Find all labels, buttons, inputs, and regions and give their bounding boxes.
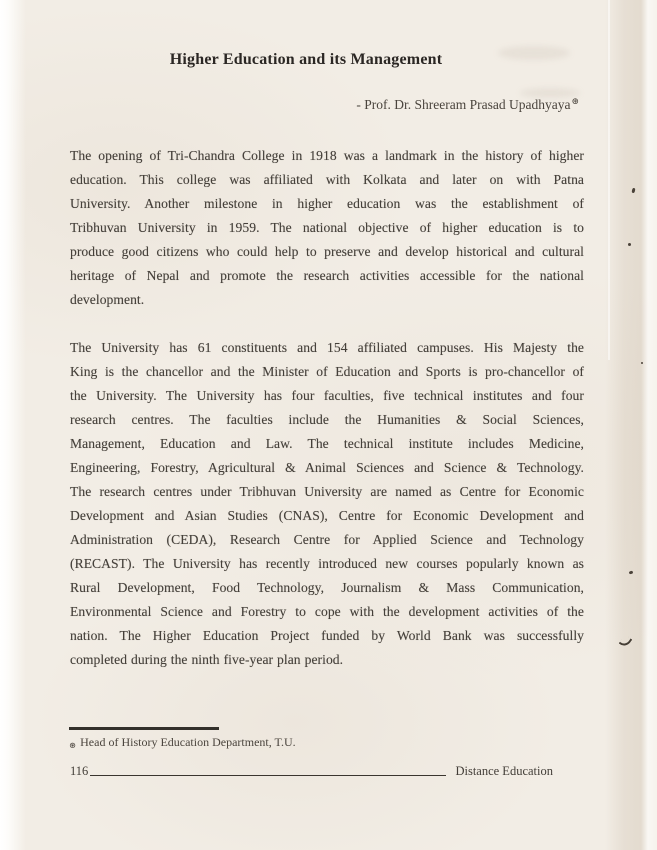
footnote-text: Head of History Education Department, T.U. xyxy=(80,735,296,749)
text-line: heritage of Nepal and promote the research activities accessible for the national xyxy=(70,268,584,283)
text-line: The University has 61 constituents and 154 affiliated campuses. His Majesty the xyxy=(70,340,584,355)
page-footer xyxy=(70,764,553,779)
text-line: the University. The University has four faculties, five technical institutes and four xyxy=(70,388,584,403)
body-paragraph-1 xyxy=(70,144,584,312)
footnote-marker-icon: ⊛ xyxy=(571,96,579,106)
text-line: completed during the ninth five-year plan period. xyxy=(70,652,344,667)
text-line: Engineering, Forestry, Agricultural & Animal Sciences and Science & Technology. xyxy=(70,460,584,475)
author-name: - Prof. Dr. Shreeram Prasad Upadhyaya xyxy=(356,97,571,112)
text-line: produce good citizens who could help to preserve and develop historical and cultural xyxy=(70,244,584,259)
text-line: Environmental Science and Forestry to cope with the development activities of the xyxy=(70,604,584,619)
text-line: education. This college was affiliated with Kolkata and later on with Patna xyxy=(70,172,584,187)
page-title: Higher Education and its Management xyxy=(169,51,443,68)
page-number: 116 xyxy=(70,764,89,778)
scan-fold-line xyxy=(608,0,610,360)
body-paragraph-2 xyxy=(70,336,584,672)
scan-speck xyxy=(629,570,634,574)
text-line: development. xyxy=(70,292,145,307)
footer-rule xyxy=(90,774,446,776)
footnote xyxy=(69,735,469,750)
footnote-divider xyxy=(69,727,219,730)
text-line: Tribhuvan University in 1959. The national objective of higher education is to xyxy=(70,220,584,235)
text-line: Management, Education and Law. The technical institute includes Medicine, xyxy=(70,436,584,451)
text-line: King is the chancellor and the Minister of Education and Sports is pro-chancellor of xyxy=(70,364,584,379)
text-line: nation. The Higher Education Project funded by World Bank was successfully xyxy=(70,628,584,643)
scan-speck xyxy=(631,188,635,194)
text-line: The research centres under Tribhuvan University are named as Centre for Economic xyxy=(70,484,584,499)
text-line: (RECAST). The University has recently introduced new courses popularly known as xyxy=(70,556,584,571)
scan-speck xyxy=(619,634,633,648)
footnote-marker-icon: ⊛ xyxy=(69,740,77,750)
text-line: Administration (CEDA), Research Centre for Applied Science and Technology xyxy=(70,532,584,547)
scan-speck xyxy=(641,362,643,364)
text-line: University. Another milestone in higher education was the establishment of xyxy=(70,196,584,211)
text-line: Rural Development, Food Technology, Journalism & Mass Communication, xyxy=(70,580,584,595)
text-line: Development and Asian Studies (CNAS), Centre for Economic Development and xyxy=(70,508,584,523)
scan-speck xyxy=(628,243,631,246)
author-byline xyxy=(70,96,584,115)
text-line: The opening of Tri-Chandra College in 1918 was a landmark in the history of higher xyxy=(70,148,584,163)
journal-name: Distance Education xyxy=(455,764,553,778)
text-line: research centres. The faculties include the Humanities & Social Sciences, xyxy=(70,412,584,427)
